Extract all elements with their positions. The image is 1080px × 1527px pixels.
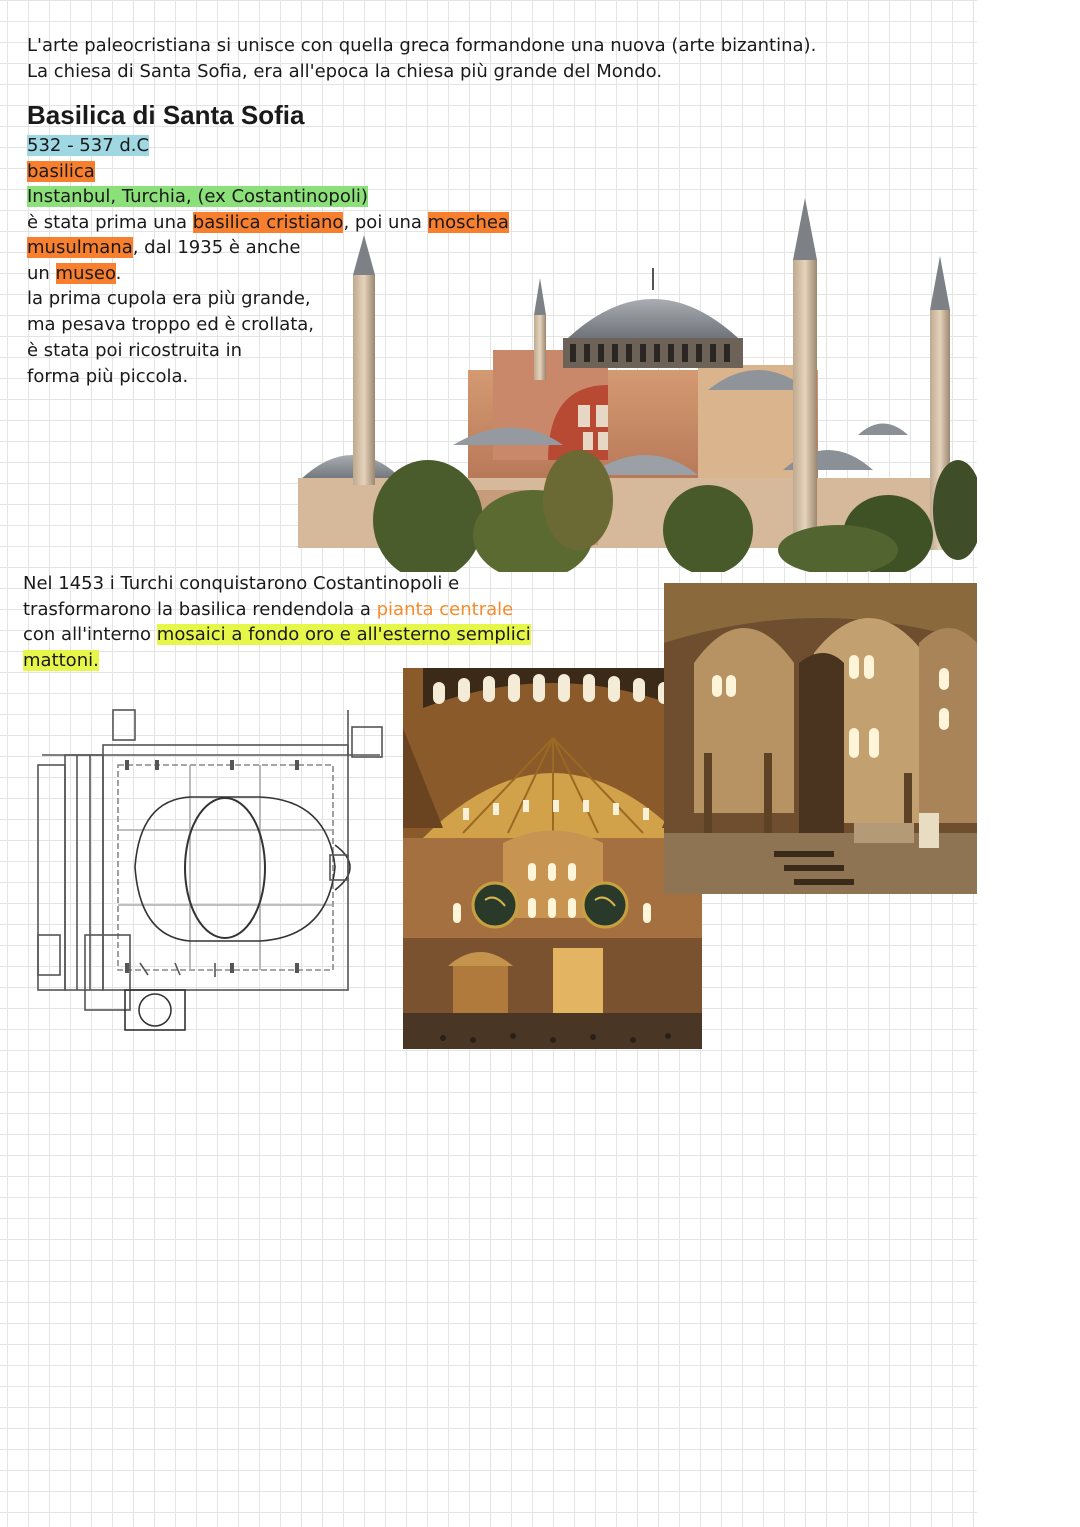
- conquest-line-1: Nel 1453 i Turchi conquistarono Costantinopoli e: [23, 573, 460, 594]
- page-title: Basilica di Santa Sofia: [27, 100, 305, 130]
- date-highlight: 532 - 537 d.C: [27, 135, 150, 156]
- central-plan-text: pianta centrale: [376, 599, 514, 620]
- history-text: , poi una: [343, 212, 428, 233]
- byzantine-church-interior-photo: [664, 583, 977, 894]
- history-line-4: la prima cupola era più grande,: [27, 288, 311, 309]
- history-line-6: è stata poi ricostruita in: [27, 340, 243, 361]
- mosque-highlight: moschea: [427, 212, 509, 233]
- conquest-line-4: [23, 648, 99, 674]
- history-text: , dal 1935 è anche: [132, 237, 301, 258]
- date-line: [27, 133, 149, 159]
- conquest-text: con all'interno: [23, 624, 157, 645]
- intro-line-1: L'arte paleocristiana si unisce con quella greca formandone una nuova (arte bizantina).: [27, 35, 817, 56]
- floor-plan-drawing: [30, 705, 390, 1035]
- history-text: è stata prima una: [27, 212, 193, 233]
- history-line-3: [27, 261, 121, 287]
- hagia-sophia-interior-photo: [403, 668, 702, 1049]
- conquest-line-3: [23, 622, 531, 648]
- type-line: [27, 159, 95, 185]
- intro-line-2: La chiesa di Santa Sofia, era all'epoca la chiesa più grande del Mondo.: [27, 61, 663, 82]
- museum-highlight: museo: [55, 263, 116, 284]
- history-text: un: [27, 263, 56, 284]
- history-text: .: [115, 263, 122, 284]
- mosaics-highlight: mosaici a fondo oro e all'esterno semplici: [156, 624, 531, 645]
- conquest-text: trasformarono la basilica rendendola a: [23, 599, 377, 620]
- christian-basilica-highlight: basilica cristiano: [192, 212, 344, 233]
- history-line-5: ma pesava troppo ed è crollata,: [27, 314, 315, 335]
- bricks-highlight: mattoni.: [23, 650, 99, 671]
- conquest-line-2: [23, 597, 513, 623]
- hagia-sophia-exterior-photo: [278, 180, 977, 572]
- history-line-7: forma più piccola.: [27, 366, 189, 387]
- muslim-highlight: musulmana: [27, 237, 133, 258]
- page-right-margin: [977, 0, 1080, 1527]
- type-highlight: basilica: [27, 161, 95, 182]
- history-line-2: [27, 235, 301, 261]
- place-highlight: Instanbul, Turchia, (ex Costantinopoli): [27, 186, 368, 207]
